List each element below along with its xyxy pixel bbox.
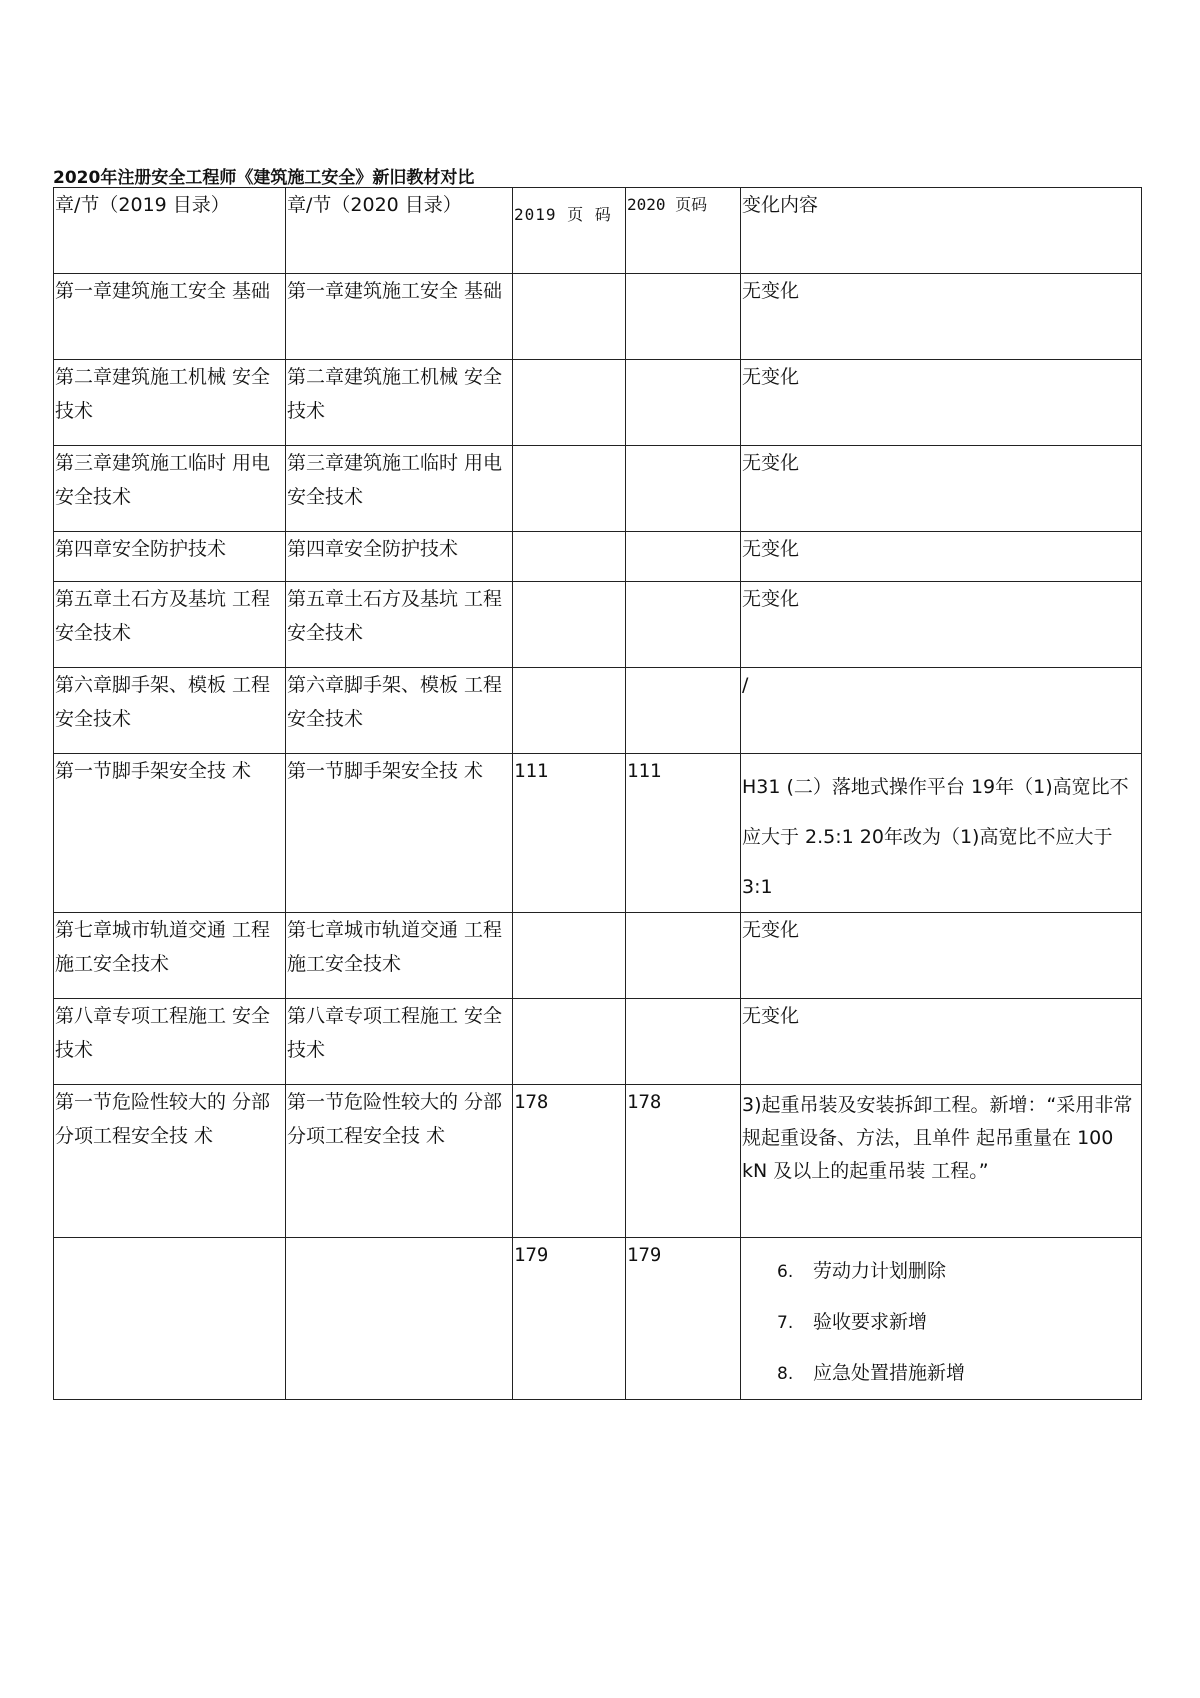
list-item-index: 6.	[777, 1262, 794, 1282]
cell-chapter-2020: 第一节脚手架安全技 术	[286, 754, 513, 913]
cell-chapter-2019: 第八章专项工程施工 安全技术	[54, 999, 286, 1085]
cell-chapter-2020: 第八章专项工程施工 安全技术	[286, 999, 513, 1085]
cell-page-2020: 178	[626, 1085, 741, 1238]
cell-page-2019: 179	[513, 1238, 626, 1400]
cell-chapter-2020: 第五章土石方及基坑 工程安全技术	[286, 582, 513, 668]
list-item-index: 8.	[777, 1364, 794, 1384]
cell-page-2020: 111	[626, 754, 741, 913]
table-row	[54, 913, 1142, 999]
header-page-2020: 2020 页码	[626, 188, 741, 274]
cell-page-2020	[626, 582, 741, 668]
cell-change: 无变化	[741, 274, 1142, 360]
list-item	[777, 1297, 1140, 1348]
cell-page-2019	[513, 913, 626, 999]
cell-page-2020	[626, 999, 741, 1085]
list-item	[777, 1348, 1140, 1399]
cell-chapter-2020: 第四章安全防护技术	[286, 532, 513, 582]
header-page-2019: 2019 页 码	[513, 188, 626, 274]
cell-change: 无变化	[741, 913, 1142, 999]
cell-change	[741, 1238, 1142, 1400]
cell-page-2019: 178	[513, 1085, 626, 1238]
cell-page-2019	[513, 446, 626, 532]
cell-change: 无变化	[741, 999, 1142, 1085]
cell-chapter-2020: 第二章建筑施工机械 安全技术	[286, 360, 513, 446]
cell-page-2020: 179	[626, 1238, 741, 1400]
table-header-row	[54, 188, 1142, 274]
cell-page-2019	[513, 360, 626, 446]
cell-change: 3)起重吊装及安装拆卸工程。新增：“采用非常规起重设备、方法，且单件 起吊重量在 100 kN 及以上的起重吊装 工程。”	[741, 1085, 1142, 1238]
cell-chapter-2019	[54, 1238, 286, 1400]
cell-change: 无变化	[741, 532, 1142, 582]
cell-page-2019	[513, 532, 626, 582]
cell-chapter-2019: 第五章土石方及基坑 工程安全技术	[54, 582, 286, 668]
table-row	[54, 360, 1142, 446]
cell-chapter-2020: 第一节危险性较大的 分部分项工程安全技 术	[286, 1085, 513, 1238]
cell-chapter-2019: 第一章建筑施工安全 基础	[54, 274, 286, 360]
table-row	[54, 274, 1142, 360]
table-row	[54, 754, 1142, 913]
header-chapter-2020: 章/节（2020 目录）	[286, 188, 513, 274]
cell-page-2020	[626, 913, 741, 999]
cell-chapter-2020: 第七章城市轨道交通 工程施工安全技术	[286, 913, 513, 999]
cell-page-2020	[626, 274, 741, 360]
table-row	[54, 1238, 1142, 1400]
table-row	[54, 999, 1142, 1085]
cell-chapter-2020: 第三章建筑施工临时 用电安全技术	[286, 446, 513, 532]
list-item-text: 应急处置措施新增	[813, 1362, 966, 1384]
cell-change: /	[741, 668, 1142, 754]
cell-chapter-2019: 第一节危险性较大的 分部分项工程安全技 术	[54, 1085, 286, 1238]
cell-chapter-2020	[286, 1238, 513, 1400]
cell-page-2019	[513, 274, 626, 360]
change-list	[777, 1246, 1140, 1399]
cell-change: 无变化	[741, 582, 1142, 668]
cell-chapter-2019: 第七章城市轨道交通 工程施工安全技术	[54, 913, 286, 999]
cell-chapter-2020: 第一章建筑施工安全 基础	[286, 274, 513, 360]
cell-change: 无变化	[741, 360, 1142, 446]
cell-page-2019	[513, 999, 626, 1085]
table-row	[54, 1085, 1142, 1238]
list-item-text: 劳动力计划删除	[813, 1260, 947, 1282]
list-item	[777, 1246, 1140, 1297]
cell-page-2019: 111	[513, 754, 626, 913]
cell-chapter-2020: 第六章脚手架、模板 工程安全技术	[286, 668, 513, 754]
cell-change: 无变化	[741, 446, 1142, 532]
cell-page-2020	[626, 668, 741, 754]
comparison-table	[53, 187, 1142, 1400]
table-row	[54, 668, 1142, 754]
cell-chapter-2019: 第一节脚手架安全技 术	[54, 754, 286, 913]
list-item-text: 验收要求新增	[813, 1311, 928, 1333]
header-chapter-2019: 章/节（2019 目录）	[54, 188, 286, 274]
cell-chapter-2019: 第四章安全防护技术	[54, 532, 286, 582]
cell-page-2020	[626, 446, 741, 532]
cell-chapter-2019: 第六章脚手架、模板 工程安全技术	[54, 668, 286, 754]
header-change: 变化内容	[741, 188, 1142, 274]
cell-page-2019	[513, 582, 626, 668]
document-title: 2020年注册安全工程师《建筑施工安全》新旧教材对比	[53, 168, 475, 188]
cell-page-2019	[513, 668, 626, 754]
cell-chapter-2019: 第三章建筑施工临时 用电安全技术	[54, 446, 286, 532]
table-row	[54, 582, 1142, 668]
cell-page-2020	[626, 360, 741, 446]
table-row	[54, 446, 1142, 532]
cell-change: H31 (二）落地式操作平台 19年（1)高宽比不应大于 2.5:1 20年改为（1)高宽比不应大于 3:1	[741, 754, 1142, 913]
cell-chapter-2019: 第二章建筑施工机械 安全技术	[54, 360, 286, 446]
table-row	[54, 532, 1142, 582]
cell-page-2020	[626, 532, 741, 582]
list-item-index: 7.	[777, 1313, 794, 1333]
